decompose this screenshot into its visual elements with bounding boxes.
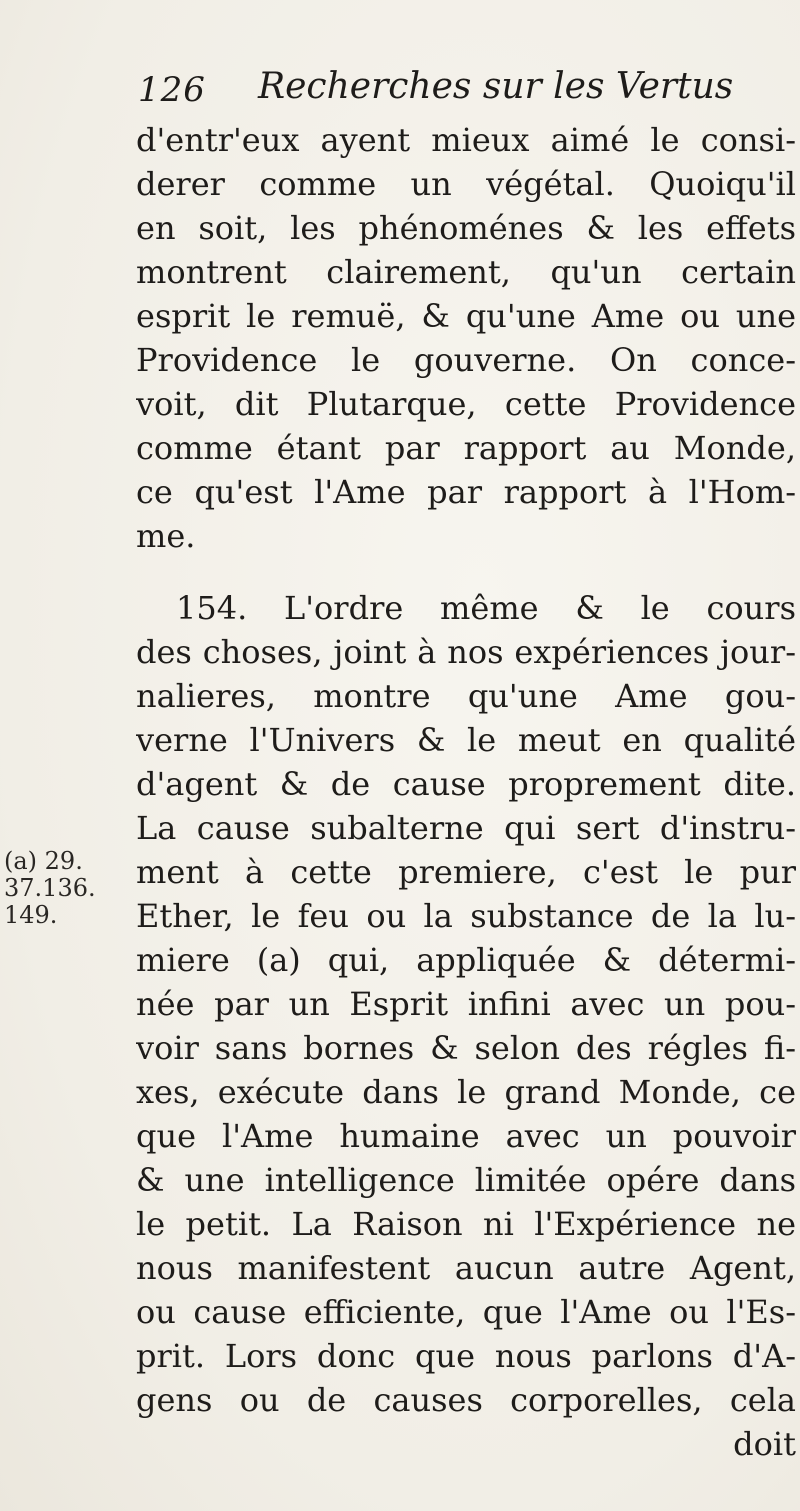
- text-line: née par un Esprit infini avec un pou-: [136, 985, 796, 1023]
- text-line: d'entr'eux ayent mieux aimé le consi-: [136, 121, 796, 159]
- margin-note-line: 149.: [4, 901, 58, 929]
- text-line: prit. Lors donc que nous parlons d'A-: [136, 1337, 796, 1375]
- text-line: verne l'Univers & le meut en qualité: [136, 721, 796, 759]
- text-line: que l'Ame humaine avec un pouvoir: [136, 1117, 796, 1155]
- margin-note-line: (a) 29.: [4, 847, 83, 875]
- running-title: Recherches sur les Vertus: [258, 66, 734, 107]
- text-line: comme étant par rapport au Monde,: [136, 429, 796, 467]
- text-line: en soit, les phénoménes & les effets: [136, 209, 796, 247]
- text-line: ou cause efficiente, que l'Ame ou l'Es-: [136, 1293, 796, 1331]
- text-line: esprit le remuë, & qu'une Ame ou une: [136, 297, 796, 335]
- text-line: le petit. La Raison ni l'Expérience ne: [136, 1205, 796, 1243]
- page-number: 126: [138, 70, 206, 110]
- text-line: miere (a) qui, appliquée & détermi-: [136, 941, 796, 979]
- text-line: La cause subalterne qui sert d'instru-: [136, 809, 796, 847]
- text-line: & une intelligence limitée opére dans: [136, 1161, 796, 1199]
- text-line: derer comme un végétal. Quoiqu'il: [136, 165, 796, 203]
- body-text: [136, 118, 796, 1466]
- text-line: voir sans bornes & selon des régles fi-: [136, 1029, 796, 1067]
- text-line: ment à cette premiere, c'est le pur: [136, 853, 796, 891]
- text-line: me.: [136, 517, 196, 555]
- text-line: gens ou de causes corporelles, cela: [136, 1381, 796, 1419]
- catchword: doit: [733, 1425, 796, 1463]
- margin-note: [4, 848, 134, 929]
- page-header: [138, 66, 778, 116]
- margin-note-line: 37.136.: [4, 874, 96, 902]
- text-line: des choses, joint à nos expériences jour-: [136, 633, 796, 671]
- section-start-line: 154. L'ordre même & le cours: [176, 589, 796, 627]
- text-line: voit, dit Plutarque, cette Providence: [136, 385, 796, 423]
- text-line: d'agent & de cause proprement dite.: [136, 765, 796, 803]
- text-line: ce qu'est l'Ame par rapport à l'Hom-: [136, 473, 796, 511]
- text-line: xes, exécute dans le grand Monde, ce: [136, 1073, 796, 1111]
- text-line: Providence le gouverne. On conce-: [136, 341, 796, 379]
- text-line: Ether, le feu ou la substance de la lu-: [136, 897, 796, 935]
- text-line: montrent clairement, qu'un certain: [136, 253, 796, 291]
- text-line: nalieres, montre qu'une Ame gou-: [136, 677, 796, 715]
- text-line: nous manifestent aucun autre Agent,: [136, 1249, 796, 1287]
